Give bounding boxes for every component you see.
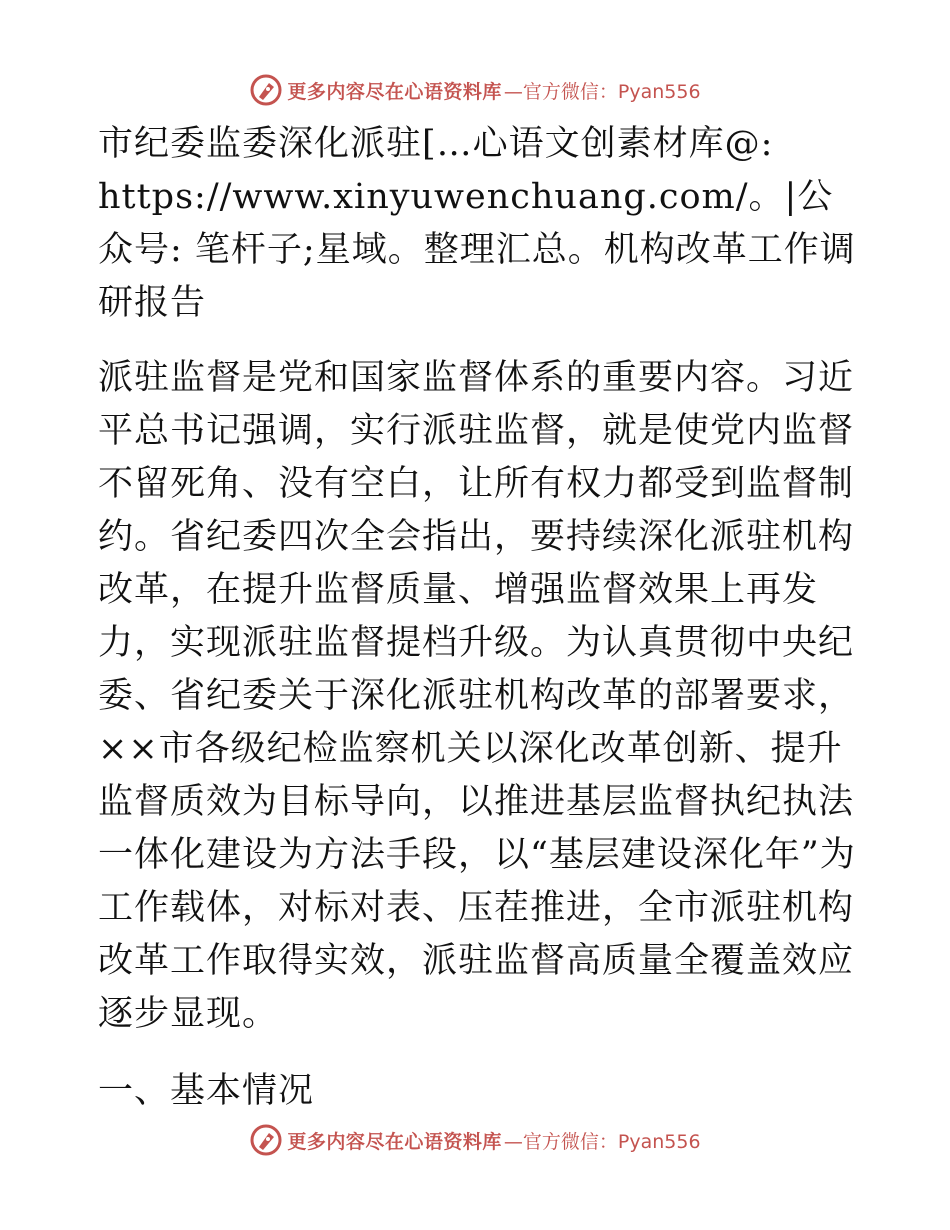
- pen-nib-logo-icon: [249, 73, 283, 107]
- document-body: [98, 118, 858, 1118]
- document-title: 市纪委监委深化派驻[…心语文创素材库@: https://www.xinyuwenchuang.com/。|公众号: 笔杆子;星域。整理汇总。机构改革工作调研报告: [98, 124, 856, 323]
- header-watermark: [0, 70, 950, 110]
- watermark-main-text: 更多内容尽在心语资料库: [287, 80, 502, 103]
- pen-nib-logo-icon: [249, 1123, 283, 1157]
- watermark-main-text: 更多内容尽在心语资料库: [287, 1130, 502, 1153]
- watermark-sub-text: —官方微信：Pyan556: [503, 1130, 701, 1153]
- watermark-sub-text: —官方微信：Pyan556: [503, 80, 701, 103]
- footer-watermark: [0, 1120, 950, 1160]
- paragraph-1: 派驻监督是党和国家监督体系的重要内容。习近平总书记强调，实行派驻监督，就是使党内监督不留死角、没有空白，让所有权力都受到监督制约。省纪委四次全会指出，要持续深化派驻机构改革，在提升监督质量、增强监督效果上再发力，实现派驻监督提档升级。为认真贯彻中央纪委、省纪委关于深化派驻机构改革的部署要求，××市各级纪检监察机关以深化改革创新、提升监督质效为目标导向，以推进基层监督执纪执法一体化建设为方法手段，以“基层建设深化年”为工作载体，对标对表、压茬推进，全市派驻机构改革工作取得实效，派驻监督高质量全覆盖效应逐步显现。: [98, 358, 856, 1034]
- section-heading: 一、基本情况: [98, 1071, 315, 1111]
